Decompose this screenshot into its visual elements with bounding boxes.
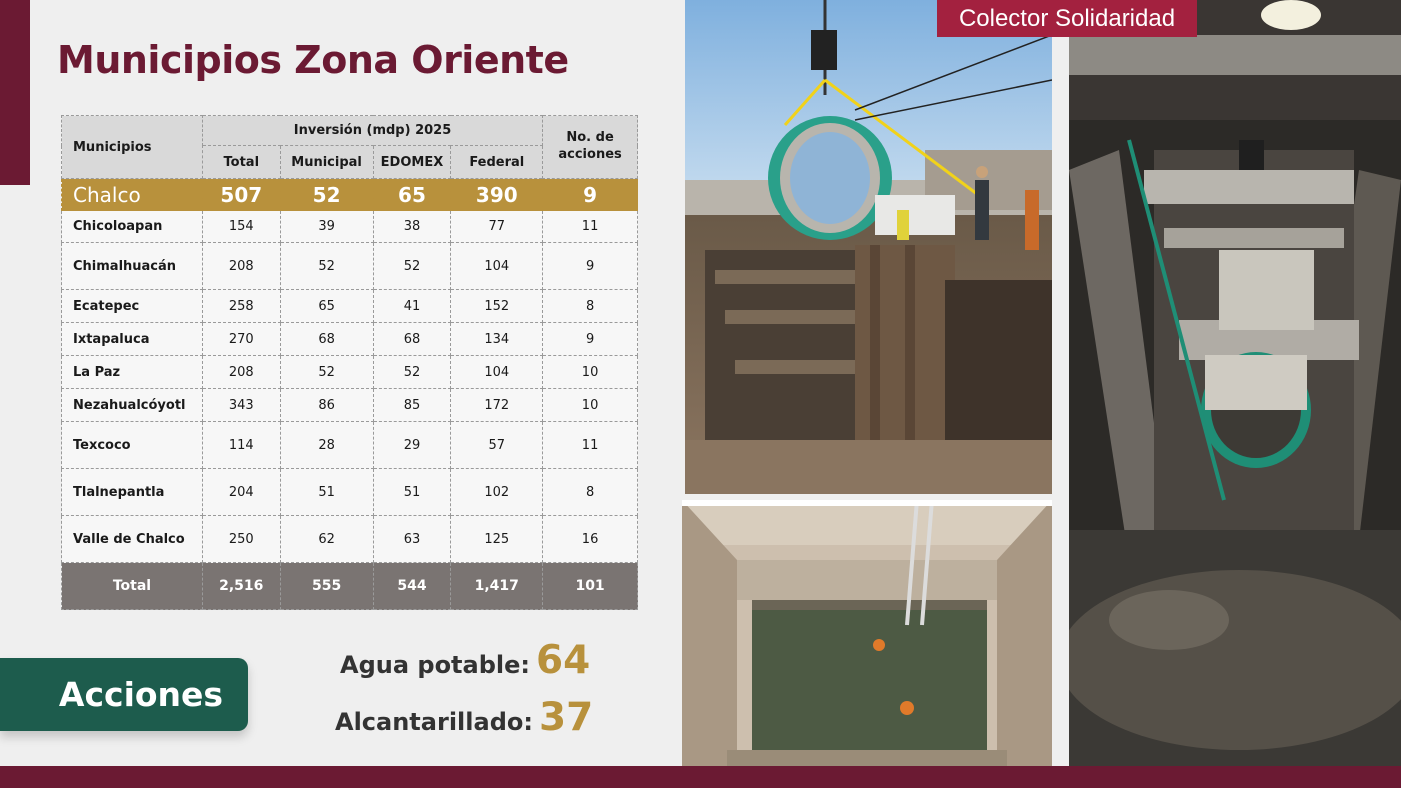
row-acciones: 8: [543, 290, 638, 323]
stat-agua-value: 64: [536, 638, 591, 683]
table-row: [62, 243, 638, 290]
row-edomex: 41: [373, 290, 451, 323]
row-name: Nezahualcóyotl: [62, 389, 203, 422]
table-row-total: [62, 563, 638, 610]
row-federal: 77: [451, 211, 543, 243]
row-name: Tlalnepantla: [62, 469, 203, 516]
row-edomex: 85: [373, 389, 451, 422]
investment-table: [61, 115, 638, 610]
row-acciones: 16: [543, 516, 638, 563]
row-acciones: 9: [543, 179, 638, 211]
row-total: 507: [202, 179, 280, 211]
row-edomex: 51: [373, 469, 451, 516]
table-row: [62, 469, 638, 516]
row-municipal: 68: [280, 323, 373, 356]
row-municipal: 52: [280, 356, 373, 389]
row-acciones: 9: [543, 243, 638, 290]
row-municipal: 62: [280, 516, 373, 563]
total-federal: 1,417: [451, 563, 543, 610]
row-total: 154: [202, 211, 280, 243]
acciones-label: Acciones: [0, 658, 248, 731]
row-acciones: 11: [543, 211, 638, 243]
photo-caption: Colector Solidaridad: [937, 0, 1197, 37]
row-acciones: 11: [543, 422, 638, 469]
row-name: Chimalhuacán: [62, 243, 203, 290]
row-name: Valle de Chalco: [62, 516, 203, 563]
row-edomex: 63: [373, 516, 451, 563]
row-acciones: 10: [543, 356, 638, 389]
row-acciones: 8: [543, 469, 638, 516]
stat-alcantarillado-label: Alcantarillado:: [335, 708, 533, 736]
table-row: [62, 323, 638, 356]
row-total: 270: [202, 323, 280, 356]
stat-agua-label: Agua potable:: [340, 651, 531, 679]
total-edomex: 544: [373, 563, 451, 610]
row-name: Ixtapaluca: [62, 323, 203, 356]
header-edomex: EDOMEX: [373, 146, 451, 179]
row-edomex: 29: [373, 422, 451, 469]
table-row: [62, 290, 638, 323]
row-federal: 125: [451, 516, 543, 563]
total-acciones: 101: [543, 563, 638, 610]
row-edomex: 65: [373, 179, 451, 211]
header-municipios: Municipios: [62, 116, 203, 179]
row-name: Chalco: [62, 179, 203, 211]
row-federal: 104: [451, 243, 543, 290]
row-name: La Paz: [62, 356, 203, 389]
stat-alcantarillado-value: 37: [538, 695, 594, 740]
stat-alcantarillado: [335, 695, 593, 740]
table-row: [62, 422, 638, 469]
row-total: 343: [202, 389, 280, 422]
photo-crane-pipe: [685, 0, 1052, 494]
total-total: 2,516: [202, 563, 280, 610]
row-edomex: 52: [373, 356, 451, 389]
row-municipal: 86: [280, 389, 373, 422]
row-name: Ecatepec: [62, 290, 203, 323]
row-acciones: 10: [543, 389, 638, 422]
header-federal: Federal: [451, 146, 543, 179]
row-total: 204: [202, 469, 280, 516]
row-total: 208: [202, 356, 280, 389]
table-row: [62, 211, 638, 243]
header-municipal: Municipal: [280, 146, 373, 179]
stat-agua-potable: [340, 638, 590, 683]
table-row: [62, 389, 638, 422]
row-municipal: 52: [280, 179, 373, 211]
row-municipal: 28: [280, 422, 373, 469]
row-federal: 102: [451, 469, 543, 516]
row-municipal: 39: [280, 211, 373, 243]
row-acciones: 9: [543, 323, 638, 356]
row-municipal: 65: [280, 290, 373, 323]
row-federal: 57: [451, 422, 543, 469]
photo-excavation-pit: [682, 500, 1052, 766]
row-federal: 104: [451, 356, 543, 389]
row-total: 250: [202, 516, 280, 563]
row-edomex: 52: [373, 243, 451, 290]
total-municipal: 555: [280, 563, 373, 610]
row-total: 114: [202, 422, 280, 469]
table-row: [62, 516, 638, 563]
row-name: Chicoloapan: [62, 211, 203, 243]
row-edomex: 68: [373, 323, 451, 356]
row-federal: 152: [451, 290, 543, 323]
photo-trench-night: [1069, 0, 1401, 766]
total-label: Total: [62, 563, 203, 610]
left-accent-bar: [0, 0, 30, 185]
row-municipal: 52: [280, 243, 373, 290]
header-total: Total: [202, 146, 280, 179]
row-total: 258: [202, 290, 280, 323]
row-municipal: 51: [280, 469, 373, 516]
page-title: Municipios Zona Oriente: [57, 38, 569, 82]
header-inversion: Inversión (mdp) 2025: [202, 116, 542, 146]
row-federal: 172: [451, 389, 543, 422]
row-edomex: 38: [373, 211, 451, 243]
table-row: [62, 356, 638, 389]
table-row-highlight: [62, 179, 638, 211]
row-federal: 134: [451, 323, 543, 356]
row-federal: 390: [451, 179, 543, 211]
row-total: 208: [202, 243, 280, 290]
row-name: Texcoco: [62, 422, 203, 469]
header-acciones: No. de acciones: [543, 116, 638, 179]
bottom-bar: [0, 766, 1401, 788]
